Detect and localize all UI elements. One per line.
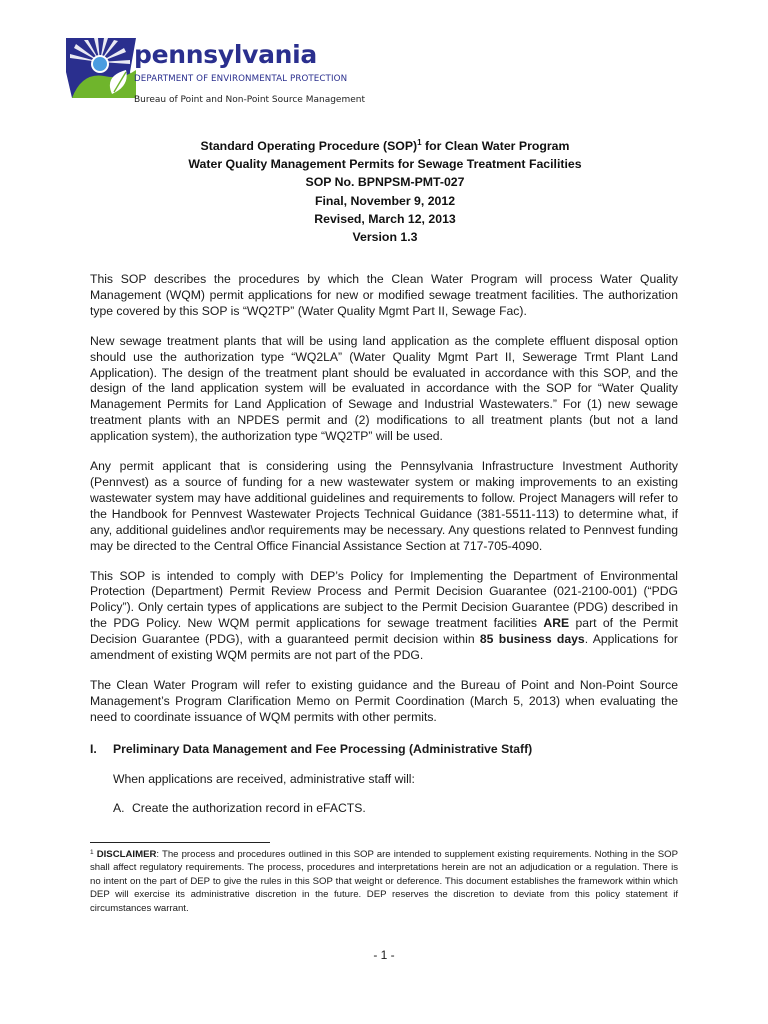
emphasis-are: ARE xyxy=(543,616,570,631)
paragraph-1: This SOP describes the procedures by which the Clean Water Program will process Water Quality Management (WQM) permit applications for new or modified sewage treatment facilities. The authorization type covered by this SOP is “WQ2TP” (Water Quality Mgmt Part II, Sewage Fac). xyxy=(90,272,678,318)
version: Version 1.3 xyxy=(352,230,418,245)
list-item-letter: A. xyxy=(113,801,125,816)
section-number: I. xyxy=(90,741,97,756)
footnote-divider xyxy=(90,842,270,843)
bureau-name: Bureau of Point and Non-Point Source Management xyxy=(134,95,365,105)
paragraph-4 xyxy=(90,569,678,664)
title-line-1-end: for Clean Water Program xyxy=(421,139,570,153)
footnote-label: DISCLAIMER xyxy=(96,849,157,860)
section-1-intro: When applications are received, administrative staff will: xyxy=(113,771,415,786)
title-line-1-text: Standard Operating Procedure (SOP) xyxy=(200,139,418,153)
emphasis-85-days: 85 business days xyxy=(479,632,585,647)
paragraph-5: The Clean Water Program will refer to existing guidance and the Bureau of Point and Non-Point Source Management’s Program Clarification Memo on Permit Coordination (March 5, 2013) when evaluating the need to coordinate issuance of WQM permits with other permits. xyxy=(90,677,678,724)
page-number: - 1 - xyxy=(373,948,395,962)
document-body xyxy=(90,272,678,817)
brand-name: pennsylvania xyxy=(134,40,317,69)
final-date: Final, November 9, 2012 xyxy=(314,193,456,208)
section-1-heading xyxy=(90,742,678,758)
paragraph-4-part-c: . Applications for amendment of existing WQM permits are not part of the PDG. xyxy=(90,632,678,663)
footnote xyxy=(90,848,678,915)
sop-number: SOP No. BPNPSM-PMT-027 xyxy=(305,175,465,190)
department-name: DEPARTMENT OF ENVIRONMENTAL PROTECTION xyxy=(134,74,348,84)
paragraph-4-part-a: This SOP is intended to comply with DEP’s Policy for Implementing the Department of Environmental Protection (Department) Permit Review Process and Permit Decision Guarantee (021-2100-001) (“PDG Policy”). Only certain types of applications are subject to the Permit Decision Guarantee (PDG) described in the PDG Policy. New WQM permit applications for sewage treatment facilities xyxy=(90,568,678,631)
list-item-text: Create the authorization record in eFACTS. xyxy=(132,801,366,816)
section-title: Preliminary Data Management and Fee Processing (Administrative Staff) xyxy=(113,741,533,756)
paragraph-3: Any permit applicant that is considering using the Pennsylvania Infrastructure Investment Authority (Pennvest) as a source of funding for a new wastewater system or making improvements to an existing wastewater system may have additional guidelines and requirements to follow. Project Managers will refer to the Handbook for Pennvest Wastewater Projects Technical Guidance (381-5511-113) to determine what, if any, additional guidelines and\or requirements may be necessary. Any questions related to Pennvest funding may be directed to the Central Office Financial Assistance Section at 717-705-4090. xyxy=(90,459,678,553)
footnote-text: : The process and procedures outlined in this SOP are intended to supplement existing requirements. Nothing in the SOP shall affect regulatory requirements. The process, procedures and interpretations herein are not an adjudication or a regulation. There is no intent on the part of DEP to give the rules in this SOP that weight or deference. This document establishes the framework within which DEP will exercise its administrative discretion in the future. DEP reserves the discretion to deviate from this policy statement if circumstances warrant. xyxy=(90,849,678,914)
revised-date: Revised, March 12, 2013 xyxy=(314,211,456,226)
pa-keystone-logo-icon xyxy=(64,32,144,102)
footnote-ref-1[interactable]: 1 xyxy=(417,138,422,147)
title-line-1 xyxy=(90,137,680,155)
paragraph-4-part-b: part of the Permit Decision Guarantee (PDG), with a guaranteed permit decision within xyxy=(90,616,678,647)
footnote-marker: 1 xyxy=(90,849,94,856)
paragraph-2: New sewage treatment plants that will be using land application as the complete effluent disposal option should use the authorization type “WQ2LA” (Water Quality Mgmt Part II, Sewerage Trmt Plant Land Application). The design of the treatment plant should be evaluated in accordance with this SOP, and the design of the land application system will be evaluated in accordance with the SOP for “Water Quality Management Permits for Land Application of Sewage and Industrial Wastewaters.” For (1) new sewage treatment plants with an NPDES permit and (2) modifications to all treatment plants (but not a land application system), the authorization type “WQ2TP” will be used. xyxy=(90,333,678,444)
brand-block xyxy=(134,40,347,84)
document-title xyxy=(90,137,680,246)
list-item xyxy=(113,801,678,817)
title-line-2: Water Quality Management Permits for Sewage Treatment Facilities xyxy=(188,157,582,172)
